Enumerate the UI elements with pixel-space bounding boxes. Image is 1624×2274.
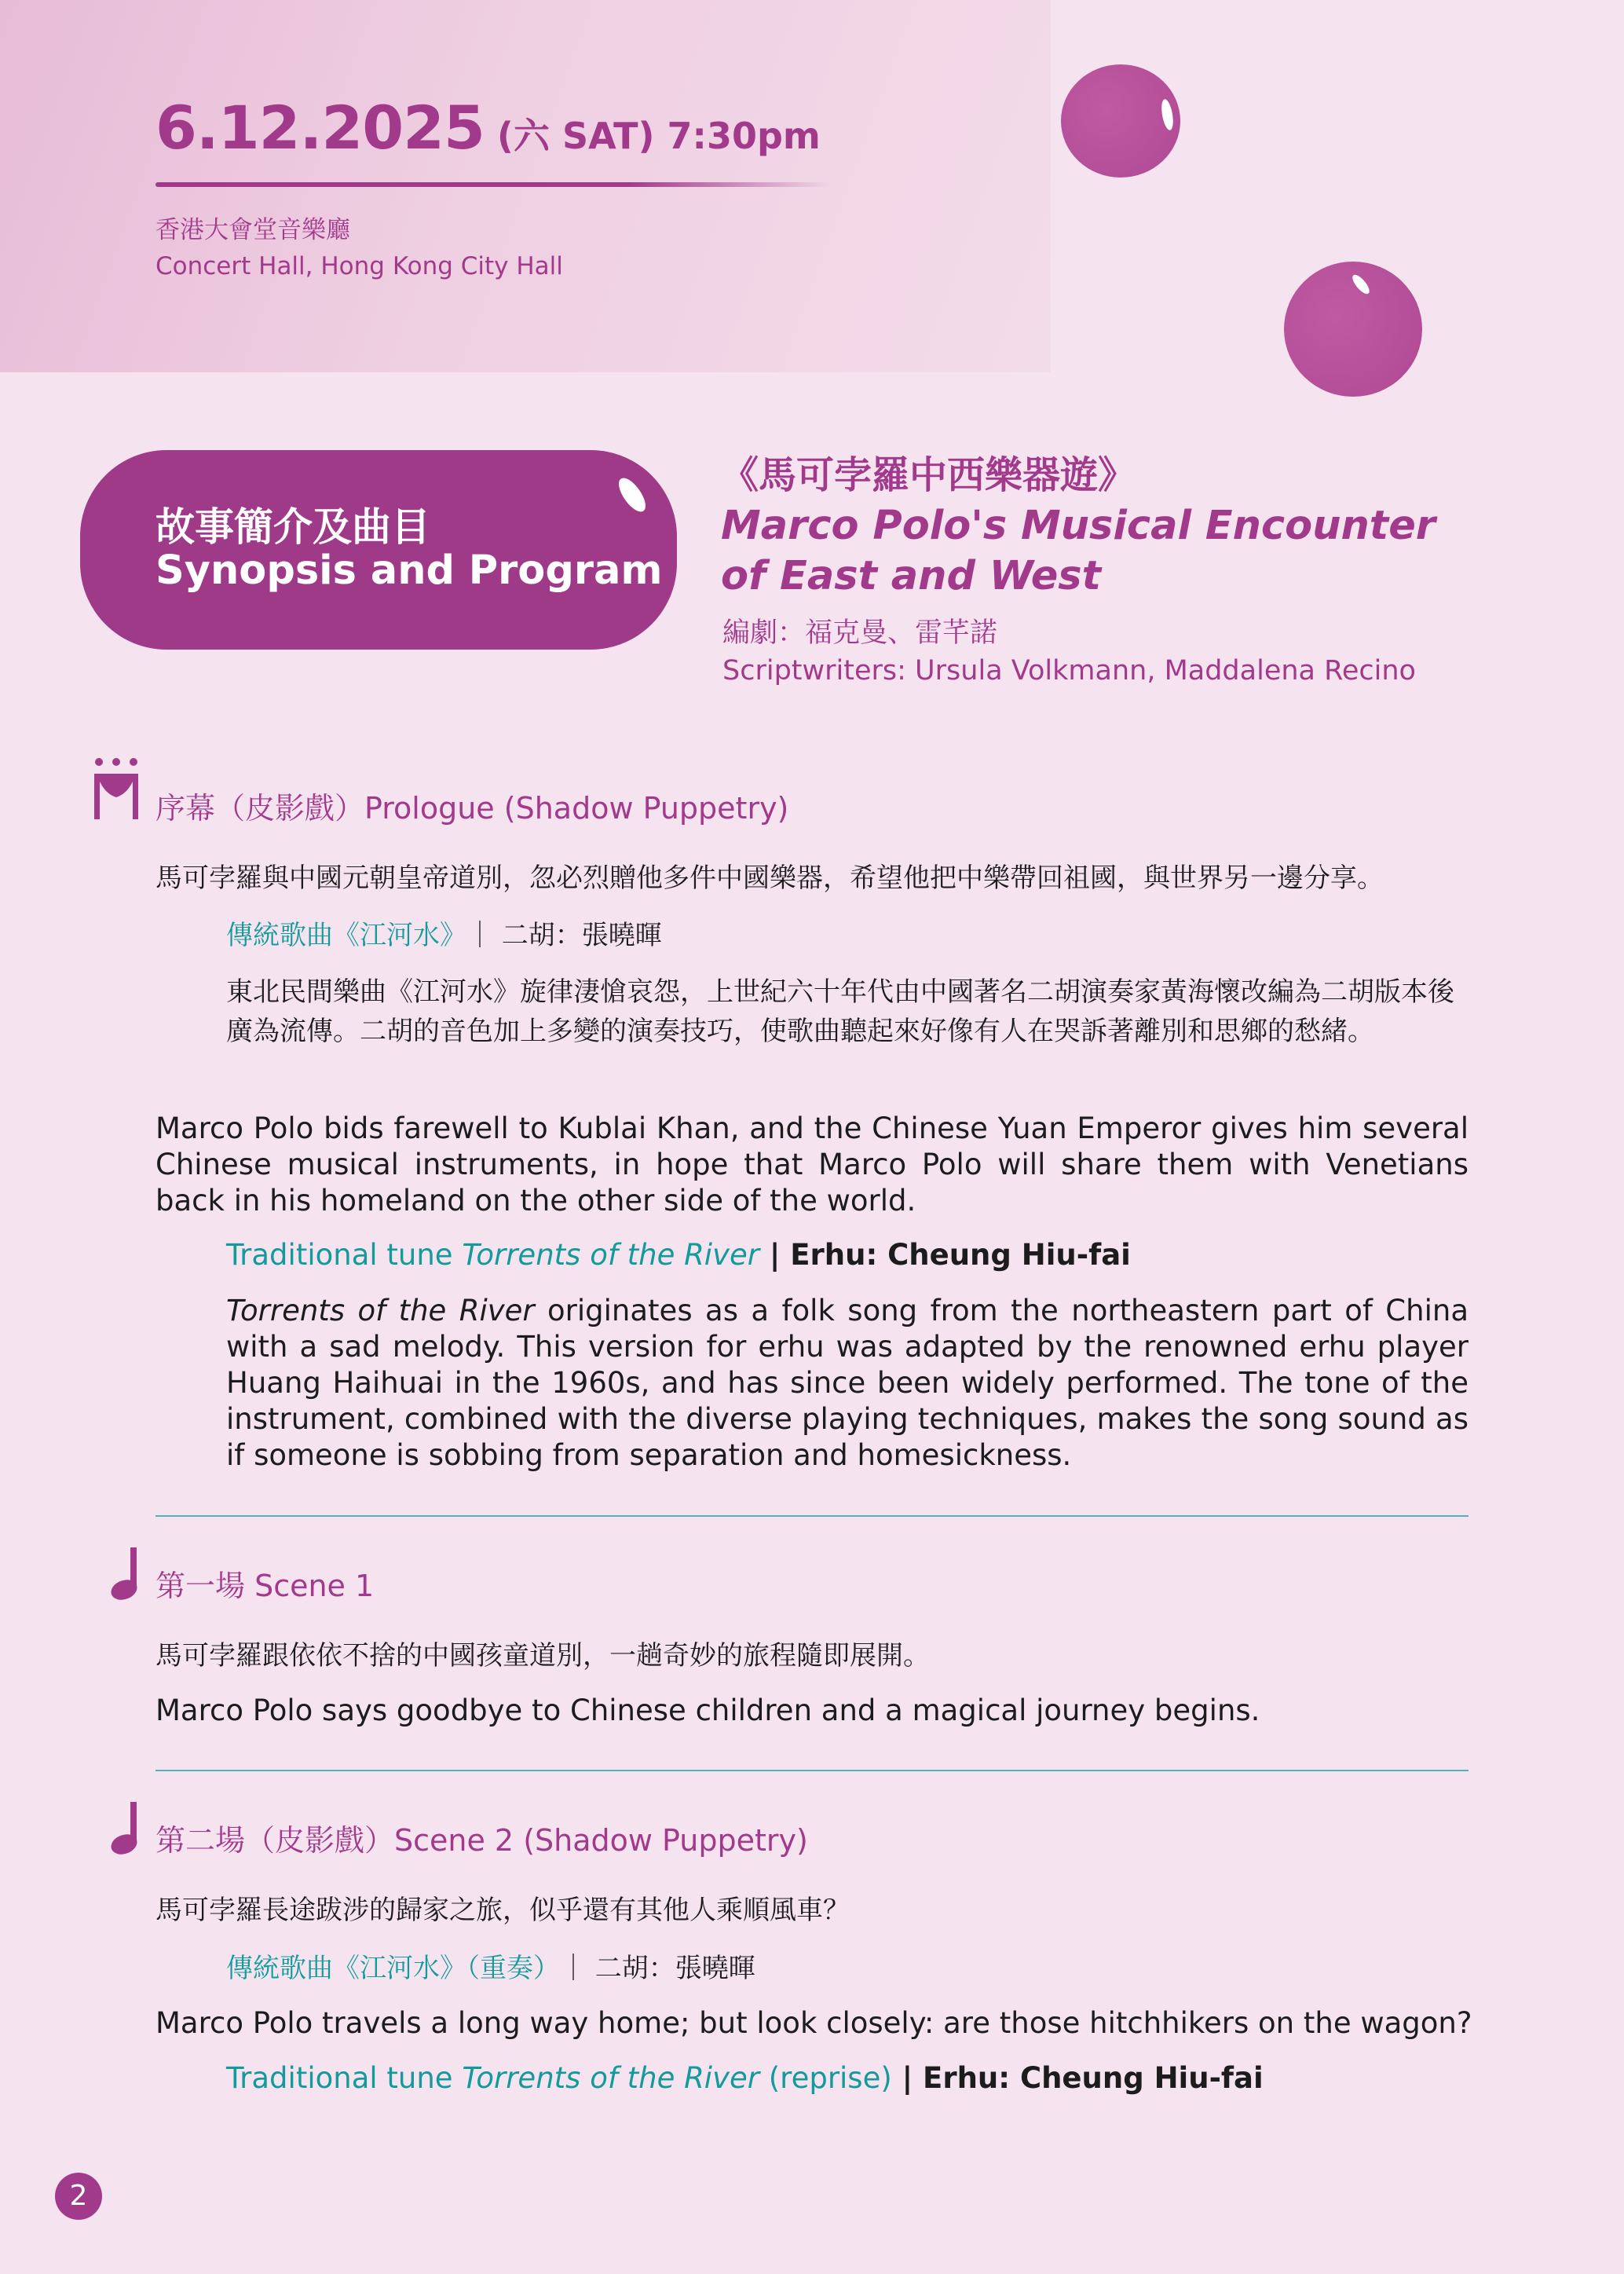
scene2-tune-en-suffix: (reprise) <box>759 2061 892 2095</box>
prologue-tune-zh-credit: ｜ 二胡：張曉暉 <box>466 920 662 951</box>
prologue-tune-en <box>226 1238 1131 1272</box>
prologue-tune-zh-label: 傳統歌曲《江河水》 <box>226 920 466 951</box>
page-number: 2 <box>55 2173 102 2220</box>
scene1-zh-text: 馬可孛羅跟依依不捨的中國孩童道別，一趟奇妙的旅程隨即展開。 <box>155 1640 930 1672</box>
scene2-tune-en-title: Torrents of the River <box>462 2061 759 2095</box>
scene2-heading: 第二場（皮影戲）Scene 2 (Shadow Puppetry) <box>155 1823 808 1858</box>
scriptwriters-zh: 編劇：福克曼、雷芊諾 <box>722 617 998 649</box>
scriptwriters <box>722 614 1416 690</box>
music-note-icon <box>110 1546 141 1601</box>
prologue-heading: 序幕（皮影戲）Prologue (Shadow Puppetry) <box>155 791 789 826</box>
scene2-tune-zh-label: 傳統歌曲《江河水》（重奏） <box>226 1953 560 1984</box>
scene2-tune-zh-credit: ｜ 二胡：張曉暉 <box>560 1953 755 1984</box>
date-divider <box>155 182 831 187</box>
venue <box>155 212 563 284</box>
music-note-icon <box>110 1800 141 1855</box>
prologue-en-text: Marco Polo bids farewell to Kublai Khan, and the Chinese Yuan Emperor gives him several Chinese musical instruments, in hope that Marco Polo will share them with Venetians back in his homeland on the other side of the world. <box>155 1111 1469 1218</box>
scene1-en-text: Marco Polo says goodbye to Chinese children and a magical journey begins. <box>155 1694 1260 1727</box>
show-title <box>721 449 1436 602</box>
scene2-tune-en <box>226 2061 1264 2095</box>
show-title-en-line2: of East and West <box>721 553 1102 599</box>
event-date <box>155 93 821 163</box>
bubble-decoration-bottom <box>1284 262 1422 397</box>
prologue-tune-en-desc-text: originates as a folk song from the northeastern part of China with a sad melody. This version for erhu was adapted by the renowned erhu player Huang Haihuai in the 1960s, and has since been widely performed. The tone of the instrument, combined with the diverse playing techniques, makes the song sound as if someone is sobbing from separation and homesickness. <box>226 1294 1469 1472</box>
prologue-tune-en-desc-title: Torrents of the River <box>226 1294 535 1327</box>
stage-curtain-icon <box>93 756 140 821</box>
synopsis-label-pill <box>80 450 677 650</box>
show-title-en-line1: Marco Polo's Musical Encounter <box>721 503 1436 549</box>
date-detail: (六 SAT) 7:30pm <box>496 115 821 157</box>
scene1-heading: 第一場 Scene 1 <box>155 1569 375 1603</box>
scene2-tune-zh <box>226 1946 755 1985</box>
show-title-zh: 《馬可孛羅中西樂器遊》 <box>721 453 1136 497</box>
synopsis-label-zh: 故事簡介及曲目 <box>155 504 430 550</box>
prologue-tune-zh <box>226 914 662 952</box>
prologue-tune-en-credit: | Erhu: Cheung Hiu-fai <box>759 1238 1131 1272</box>
scene2-tune-en-prefix: Traditional tune <box>226 2061 463 2095</box>
venue-en: Concert Hall, Hong Kong City Hall <box>155 252 563 280</box>
venue-zh: 香港大會堂音樂廳 <box>155 216 350 244</box>
section-divider <box>155 1515 1469 1517</box>
scene2-zh-text: 馬可孛羅長途跋涉的歸家之旅，似乎還有其他人乘順風車？ <box>155 1895 850 1926</box>
scene2-tune-en-credit: | Erhu: Cheung Hiu-fai <box>891 2061 1264 2095</box>
date-value: 6.12.2025 <box>155 93 485 163</box>
prologue-tune-zh-description: 東北民間樂曲《江河水》旋律淒愴哀怨，上世紀六十年代由中國著名二胡演奏家黃海懷改編為二胡版本後廣為流傳。二胡的音色加上多變的演奏技巧，使歌曲聽起來好像有人在哭訴著離別和思鄉的愁緒。 <box>226 976 1454 1047</box>
section-divider <box>155 1770 1469 1771</box>
prologue-tune-en-description <box>226 1293 1469 1474</box>
pill-shine-decoration <box>614 474 651 516</box>
bubble-decoration-top <box>1061 64 1180 178</box>
prologue-zh-text: 馬可孛羅與中國元朝皇帝道別，忽必烈贈他多件中國樂器，希望他把中樂帶回祖國，與世界另一邊分享。 <box>155 862 1384 894</box>
synopsis-label-en: Synopsis and Program <box>155 547 663 594</box>
prologue-tune-en-title: Torrents of the River <box>462 1238 759 1272</box>
scriptwriters-en: Scriptwriters: Ursula Volkmann, Maddalena Recino <box>722 655 1416 687</box>
scene2-en-text: Marco Polo travels a long way home; but look closely: are those hitchhikers on the wagon? <box>155 2006 1472 2040</box>
prologue-tune-en-prefix: Traditional tune <box>226 1238 463 1272</box>
